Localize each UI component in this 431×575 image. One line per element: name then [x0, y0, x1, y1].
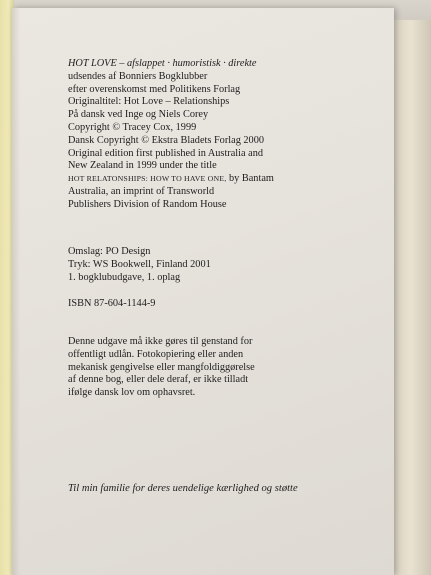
- book-title-line: [68, 58, 274, 71]
- imprint-line: New Zealand in 1999 under the title: [68, 160, 217, 172]
- notice-line: mekanisk gengivelse eller mangfoldiggørelse: [68, 361, 255, 373]
- imprint-line: Originaltitel: Hot Love – Relationships: [68, 96, 230, 108]
- original-title-line: [68, 173, 274, 186]
- notice-line: ifølge dansk lov om ophavsret.: [68, 387, 196, 399]
- notice-line: af denne bog, eller dele deraf, er ikke tilladt: [68, 374, 249, 386]
- notice-line: offentligt udlån. Fotokopiering eller anden: [68, 348, 244, 360]
- imprint-line: Dansk Copyright © Ekstra Bladets Forlag 2000: [68, 134, 265, 146]
- production-line: 1. bogklubudgave, 1. oplag: [68, 271, 181, 283]
- production-line: Tryk: WS Bookwell, Finland 2001: [68, 258, 211, 270]
- imprint-line: På dansk ved Inge og Niels Corey: [68, 109, 209, 121]
- imprint-line: Australia, an imprint of Transworld: [68, 185, 215, 197]
- book-subtitle: – afslappet · humoristisk · direkte: [116, 58, 257, 69]
- isbn: ISBN 87-604-1144-9: [68, 298, 156, 309]
- dedication: Til min familie for deres uendelige kærlighed og støtte: [68, 483, 298, 494]
- original-publisher: by Bantam: [226, 173, 274, 185]
- isbn-block: [68, 298, 155, 311]
- imprint-line: udsendes af Bonniers Bogklubber: [68, 70, 208, 82]
- notice-block: [68, 336, 255, 400]
- copyright-page: [12, 8, 394, 575]
- book-cover-edge: [391, 20, 431, 575]
- imprint-line: Copyright © Tracey Cox, 1999: [68, 121, 197, 133]
- imprint-line: Publishers Division of Random House: [68, 198, 227, 210]
- book-title: HOT LOVE: [68, 58, 117, 69]
- original-title: HOT RELATONSHIPS: HOW TO HAVE ONE,: [68, 174, 227, 184]
- production-line: Omslag: PO Design: [68, 246, 151, 257]
- imprint-block: [68, 58, 274, 212]
- production-block: [68, 246, 211, 284]
- imprint-line: Original edition first published in Australia and: [68, 147, 264, 159]
- imprint-line: efter overenskomst med Politikens Forlag: [68, 83, 241, 95]
- notice-line: Denne udgave må ikke gøres til genstand for: [68, 336, 253, 347]
